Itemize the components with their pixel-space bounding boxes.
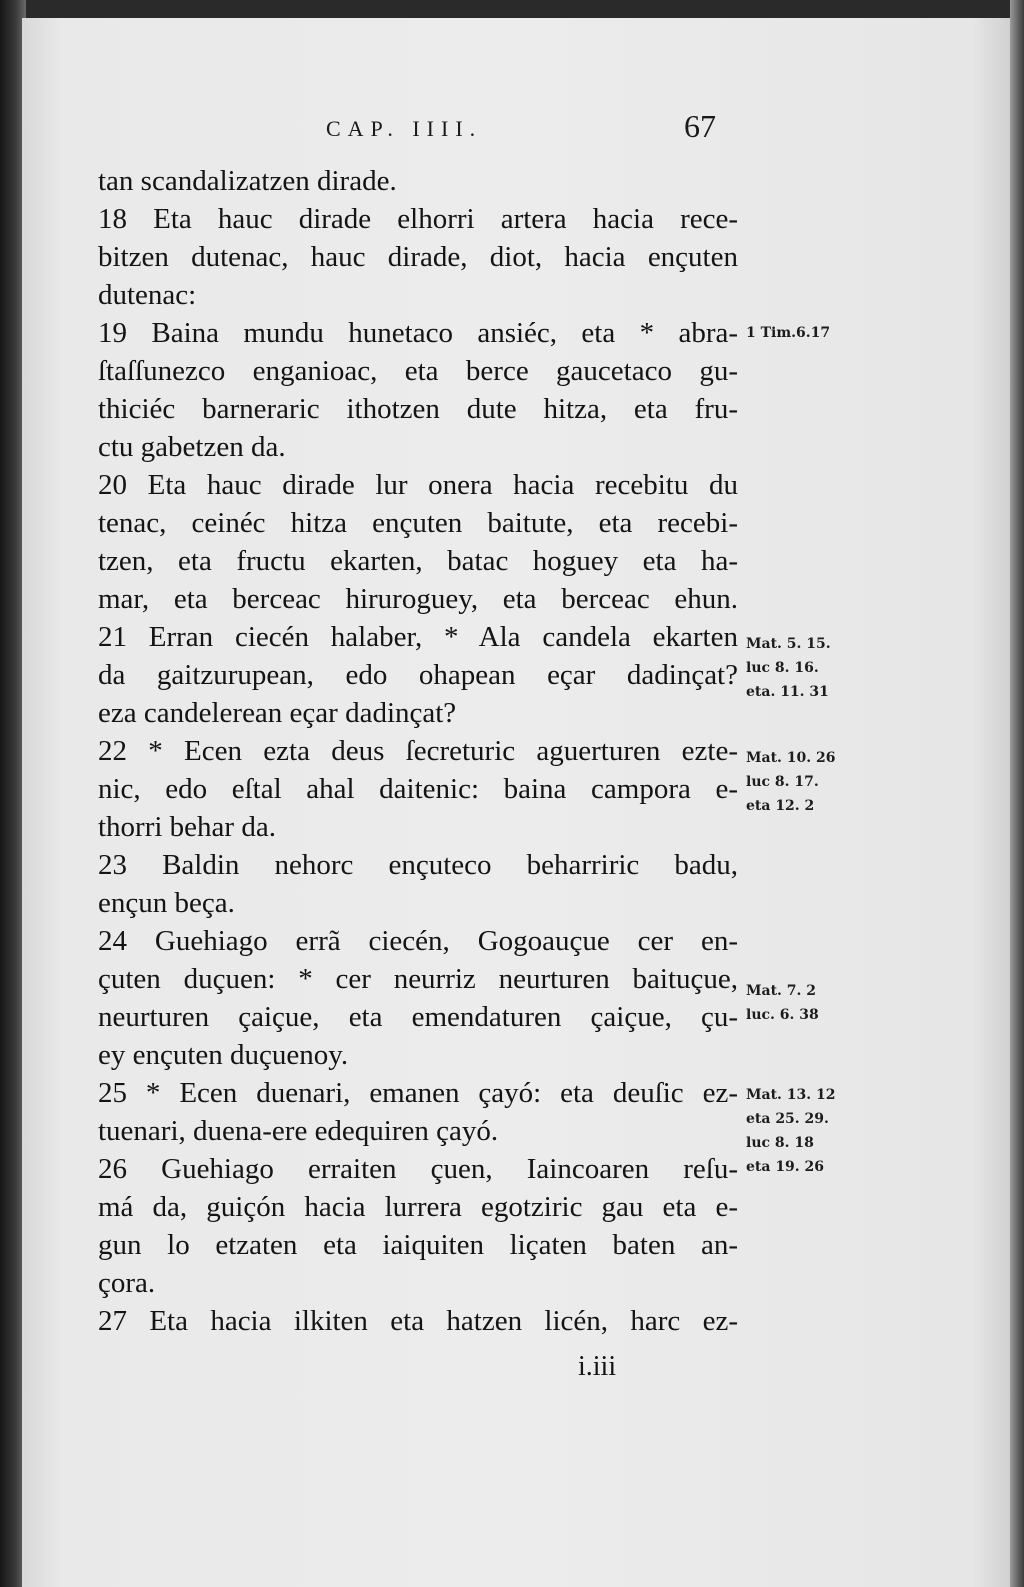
text-line: tuenari, duena-ere edequiren çayó. [98, 1115, 499, 1147]
page-right-edge [1010, 0, 1024, 1587]
text-line: ey ençuten duçuenoy. [98, 1039, 349, 1071]
margin-note: luc. 6. 38 [746, 1007, 819, 1023]
text-line: çora. [98, 1267, 156, 1299]
text-line: 23 Baldin nehorc ençuteco beharriric badu, [98, 849, 738, 881]
text-line: 26 Guehiago erraiten çuen, Iaincoaren reſu- [98, 1153, 738, 1185]
text-line: tan scandalizatzen dirade. [98, 165, 397, 197]
margin-note: eta 19. 26 [746, 1159, 825, 1175]
text-line: da gaitzurupean, edo ohapean eçar dadinçat? [98, 659, 738, 691]
text-line: tzen, eta fructu ekarten, batac hoguey eta ha- [98, 545, 738, 577]
margin-note: eta 25. 29. [746, 1111, 829, 1127]
text-line: thorri behar da. [98, 811, 276, 843]
text-line: ſtaſſunezco enganioac, eta berce gaucetaco gu- [98, 355, 738, 387]
margin-note: Mat. 5. 15. [746, 636, 831, 652]
text-line: bitzen dutenac, hauc dirade, diot, hacia ençuten [98, 241, 738, 273]
text-line: ençun beça. [98, 887, 235, 919]
text-line: thiciéc barneraric ithotzen dute hitza, eta fru- [98, 393, 738, 425]
text-line: tenac, ceinéc hitza ençuten baitute, eta recebi- [98, 507, 738, 539]
text-line: má da, guiçón hacia lurrera egotziric gau eta e- [98, 1191, 738, 1223]
margin-note: Mat. 13. 12 [746, 1087, 836, 1103]
text-line: mar, eta berceac hiruroguey, eta berceac ehun. [98, 583, 738, 615]
text-line: 22 * Ecen ezta deus ſecreturic aguerturen ezte- [98, 735, 738, 767]
text-line: dutenac: [98, 279, 197, 311]
page-number: 67 [684, 108, 716, 144]
text-line: gun lo etzaten eta iaiquiten liçaten baten an- [98, 1229, 738, 1261]
margin-note: 1 Tim.6.17 [746, 325, 831, 341]
margin-note: Mat. 7. 2 [746, 983, 817, 999]
margin-note: luc 8. 18 [746, 1135, 814, 1151]
margin-note: eta. 11. 31 [746, 684, 829, 700]
margin-note: eta 12. 2 [746, 798, 815, 814]
margin-note: luc 8. 16. [746, 660, 819, 676]
text-line: nic, edo eſtal ahal daitenic: baina campora e- [98, 773, 738, 805]
text-line: 27 Eta hacia ilkiten eta hatzen licén, harc ez- [98, 1305, 738, 1337]
text-line: çuten duçuen: * cer neurriz neurturen baituçue, [98, 963, 738, 995]
margin-note: Mat. 10. 26 [746, 750, 836, 766]
signature-mark: i.iii [578, 1351, 617, 1382]
text-line: 21 Erran ciecén halaber, * Ala candela ekarten [98, 621, 738, 653]
text-line: neurturen çaiçue, eta emendaturen çaiçue, çu- [98, 1001, 738, 1033]
text-line: 24 Guehiago errã ciecén, Gogoauçue cer en- [98, 925, 738, 957]
text-line: 19 Baina mundu hunetaco ansiéc, eta * abra- [98, 317, 738, 349]
text-line: 20 Eta hauc dirade lur onera hacia recebitu du [98, 469, 738, 501]
text-line: 18 Eta hauc dirade elhorri artera hacia rece- [98, 203, 738, 235]
margin-note: luc 8. 17. [746, 774, 819, 790]
text-line: eza candelerean eçar dadinçat? [98, 697, 457, 729]
text-line: 25 * Ecen duenari, emanen çayó: eta deuſic ez- [98, 1077, 738, 1109]
text-line: ctu gabetzen da. [98, 431, 286, 463]
running-head: CAP. IIII. [326, 116, 483, 141]
